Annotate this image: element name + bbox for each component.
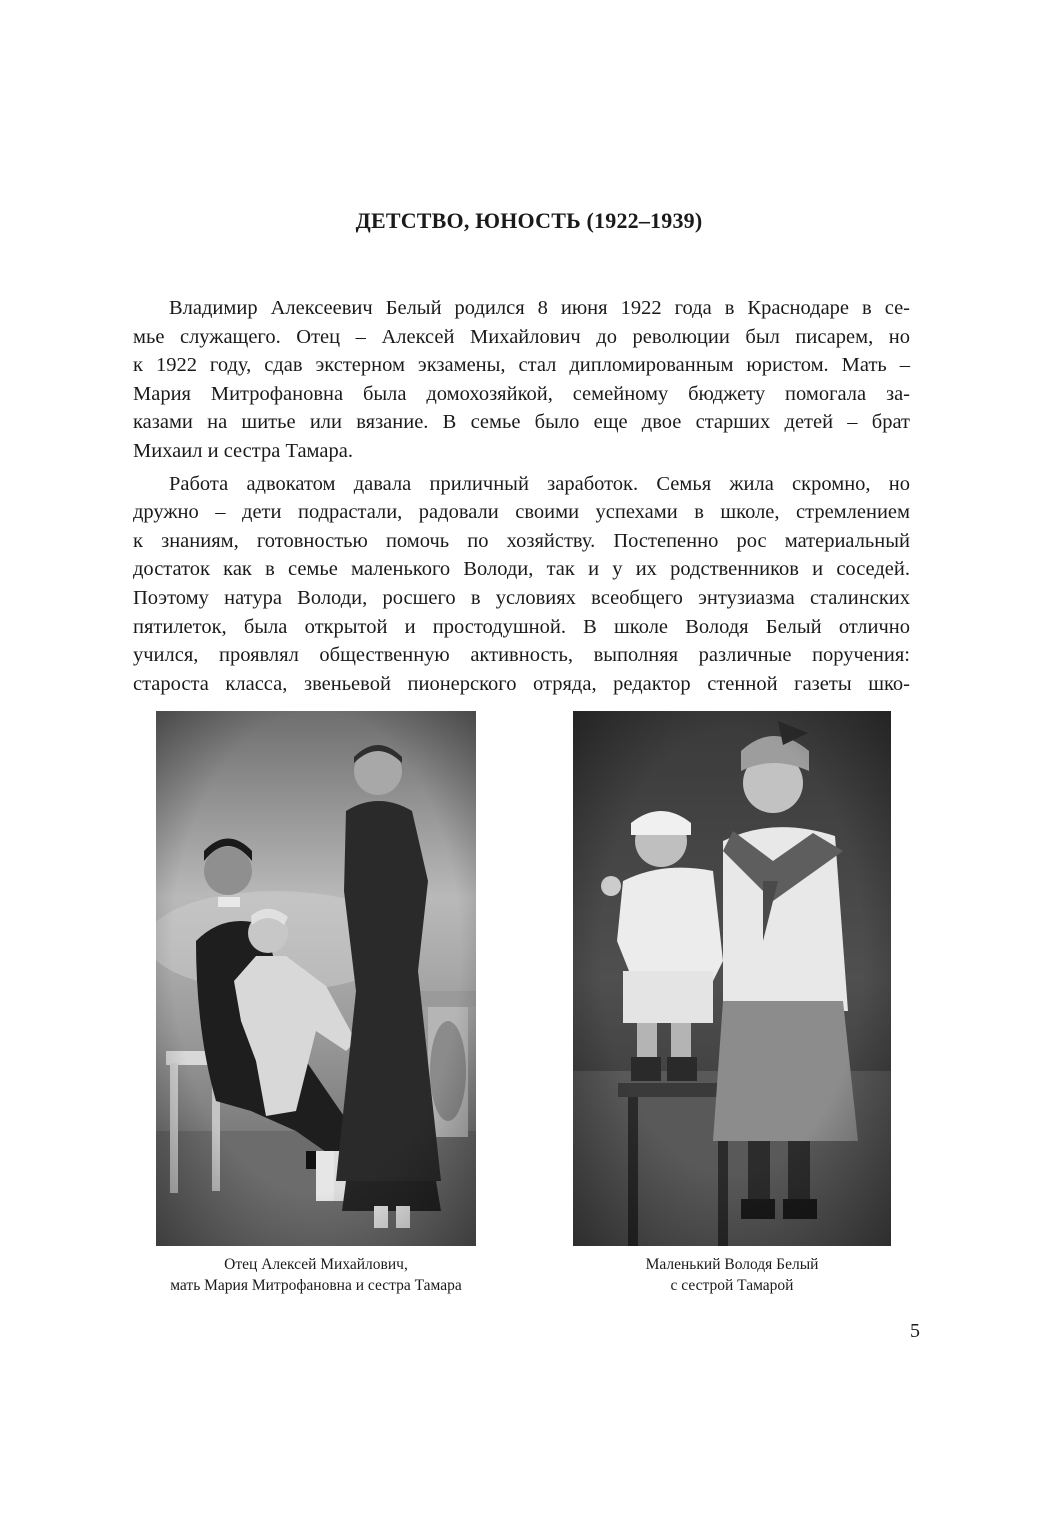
family-photo-illustration [156,711,476,1246]
text-line: Владимир Алексеевич Белый родился 8 июня 1922 года в Краснодаре в се- [169,297,910,319]
body-text [133,294,910,702]
text-line: учился, проявлял общественную активность, выполняя различные поручения: [133,644,910,667]
page-number: 5 [910,1320,920,1342]
text-line: Михаил и сестра Тамара. [133,439,353,462]
text-line: пятилеток, была открытой и простодушной. В школе Володя Белый отлично [133,615,910,638]
text-line: староста класса, звеньевой пионерского отряда, редактор стенной газеты шко- [133,672,910,695]
text-line: Поэтому натура Володи, росшего в условиях всеобщего энтузиазма сталинских [133,586,910,609]
text-line: Мария Митрофановна была домохозяйкой, семейному бюджету помогала за- [133,382,910,405]
text-line: Работа адвокатом давала приличный заработок. Семья жила скромно, но [169,472,910,495]
caption-line: Маленький Володя Белый [645,1256,819,1273]
caption-line: Отец Алексей Михайлович, [224,1256,408,1273]
text-line: к знаниям, готовностью помочь по хозяйству. Постепенно рос материальный [133,529,910,552]
paragraph-1 [133,294,910,466]
text-line: мье служащего. Отец – Алексей Михайлович до революции был писарем, но [133,325,910,348]
caption-line: мать Мария Митрофановна и сестра Тамара [170,1277,462,1294]
text-line: дружно – дети подрастали, радовали своими успехами в школе, стремлением [133,501,910,524]
photo-caption-1 [120,1254,512,1296]
chapter-title: ДЕТСТВО, ЮНОСТЬ (1922–1939) [355,208,703,233]
text-line: достаток как в семье маленького Володи, так и у их родственников и соседей. [133,558,910,581]
children-photo-illustration [573,711,891,1246]
caption-line: с сестрой Тамарой [670,1277,794,1294]
paragraph-2 [133,470,910,699]
children-photo [573,711,891,1246]
text-line: к 1922 году, сдав экстерном экзамены, стал дипломированным юристом. Мать – [133,354,910,377]
text-line: казами на шитье или вязание. В семье было еще двое старших детей – брат [133,411,910,434]
family-photo [156,711,476,1246]
photo-caption-2 [552,1254,912,1296]
